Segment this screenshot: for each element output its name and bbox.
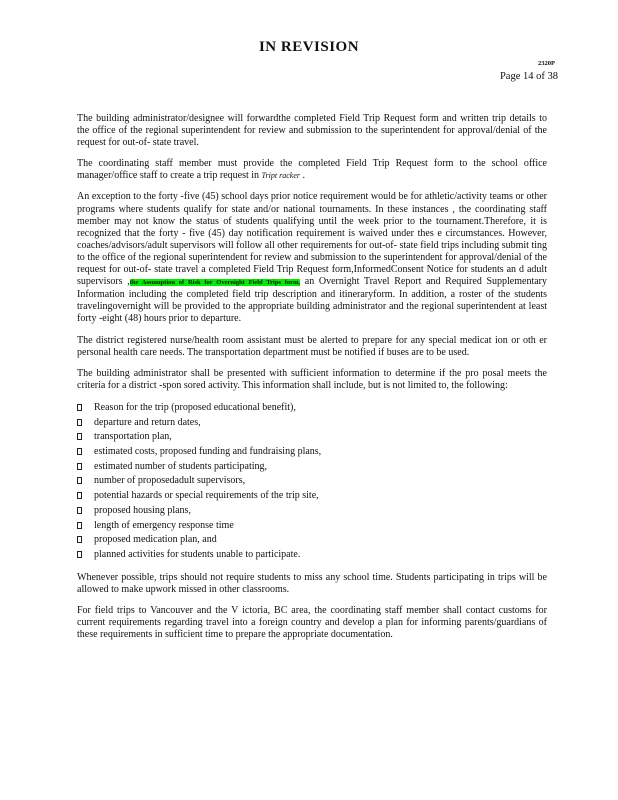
bullet-icon: [77, 522, 82, 529]
list-item: length of emergency response time: [77, 519, 547, 534]
page-title: IN REVISION: [258, 39, 360, 55]
list-item: potential hazards or special requirements of the trip site,: [77, 489, 547, 504]
paragraph-school-time: Whenever possible, trips should not require students to miss any school time. Students participating in trips will be allowed to make upwork missed in other classrooms.: [77, 571, 547, 595]
paragraph-text: .: [302, 170, 305, 182]
list-item: estimated number of students participating,: [77, 460, 547, 475]
paragraph-trip-request: [77, 158, 547, 182]
list-item: departure and return dates,: [77, 416, 547, 431]
paragraph-canada-travel: For field trips to Vancouver and the V ictoria, BC area, the coordinating staff member shall contact customs for current requirements regarding travel into a foreign country and develop a plan for informing parents/guardians of these requirements in sufficient time to prepare the appropriate documentation.: [77, 604, 547, 640]
bullet-icon: [77, 404, 82, 411]
list-item: proposed housing plans,: [77, 504, 547, 519]
bullet-icon: [77, 433, 82, 440]
policy-code: 2320P: [538, 60, 555, 67]
bullet-icon: [77, 551, 82, 558]
bullet-icon: [77, 536, 82, 543]
list-item: planned activities for students unable to participate.: [77, 548, 547, 563]
bullet-icon: [77, 419, 82, 426]
paragraph-text: An exception to the forty -five (45) school days prior notice requirement would be for athletic/activity teams or other programs where students qualify for state and/or national tournaments. In these instances , the coordinating staff member may not know the status of students qualifying until the week prior to the tournament.Therefore, it is recognized that the forty - five (45) day notification requirement is waived under thes e circumstances. However, coaches/advisors/adult supervisors will follow all other requirements for out-of- state field trips including submit ting to the office of the regional superintendent for review and submission to the superintendent for approval/denial of the request for out-of- state travel a completed Field Trip Request form,InformedConsent Notice for students an d adult supervisors ,: [77, 191, 547, 288]
bullet-icon: [77, 492, 82, 499]
paragraph-exception: [77, 191, 547, 325]
page-number: Page 14 of 38: [499, 71, 558, 82]
list-item: Reason for the trip (proposed educational benefit),: [77, 401, 547, 416]
bullet-icon: [77, 507, 82, 514]
paragraph-nurse: The district registered nurse/health room assistant must be alerted to prepare for any special medicat ion or oth er personal health care needs. The transportation department must be notified if buses are to be used.: [77, 334, 547, 358]
app-name: Tript racker: [261, 171, 300, 181]
paragraph-text: an Overnight Travel Report and Required Supplementary Information including the completed field trip description and itineraryform. In addition, a roster of the students travelingovernight will be provided to the appropriate building administrator and the regional superintendent at least forty -eight (48) hours prior to departure.: [77, 276, 547, 325]
list-item: number of proposedadult supervisors,: [77, 474, 547, 489]
criteria-list: [77, 401, 547, 563]
bullet-icon: [77, 477, 82, 484]
document-body: [77, 113, 547, 650]
paragraph-criteria-intro: The building administrator shall be presented with sufficient information to determine if the pro posal meets the criteria for a district -spon sored activity. This information shall include, but is not limited to, the following:: [77, 367, 547, 391]
list-item: proposed medication plan, and: [77, 533, 547, 548]
list-item: transportation plan,: [77, 430, 547, 445]
list-item: estimated costs, proposed funding and fundraising plans,: [77, 445, 547, 460]
bullet-icon: [77, 448, 82, 455]
paragraph-forwarding: The building administrator/designee will forwardthe completed Field Trip Request form and written trip details to the office of the regional superintendent for review and submission to the superintendent for approval/denial of the request for out-of- state travel.: [77, 113, 547, 149]
paragraph-text: The coordinating staff member must provide the completed Field Trip Request form to the school office manager/office staff to create a trip request in: [77, 158, 547, 182]
highlighted-text: the Assumption of Risk for Overnight Field Trips form,: [129, 279, 301, 287]
bullet-icon: [77, 463, 82, 470]
